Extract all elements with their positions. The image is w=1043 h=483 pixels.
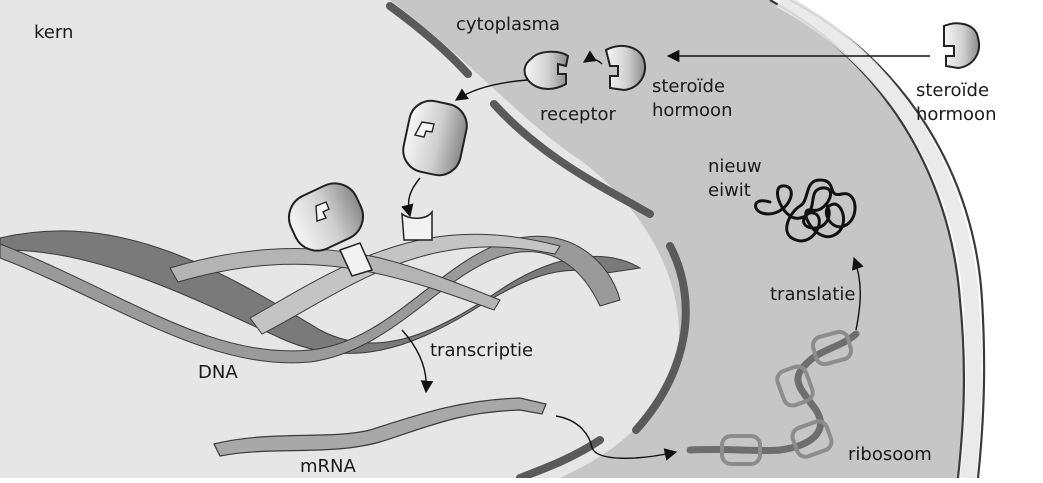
label-dna: DNA <box>198 362 238 383</box>
label-new-protein-line2: eiwit <box>708 180 751 201</box>
label-hormone-inside-line1: steroïde <box>652 76 726 97</box>
steroid-hormone-outside <box>944 23 979 68</box>
label-ribosome: ribosoom <box>848 444 932 465</box>
label-hormone-outside-line2: hormoon <box>916 104 997 125</box>
label-new-protein-line1: nieuw <box>708 156 762 177</box>
label-hormone-inside-line2: hormoon <box>652 100 733 121</box>
label-cytoplasm: cytoplasma <box>456 14 561 35</box>
label-mrna: mRNA <box>300 456 356 477</box>
label-receptor: receptor <box>540 104 616 125</box>
label-nucleus: kern <box>34 22 74 43</box>
label-translation: translatie <box>770 284 856 305</box>
label-transcription: transcriptie <box>430 340 534 361</box>
label-hormone-outside-line1: steroïde <box>916 80 990 101</box>
